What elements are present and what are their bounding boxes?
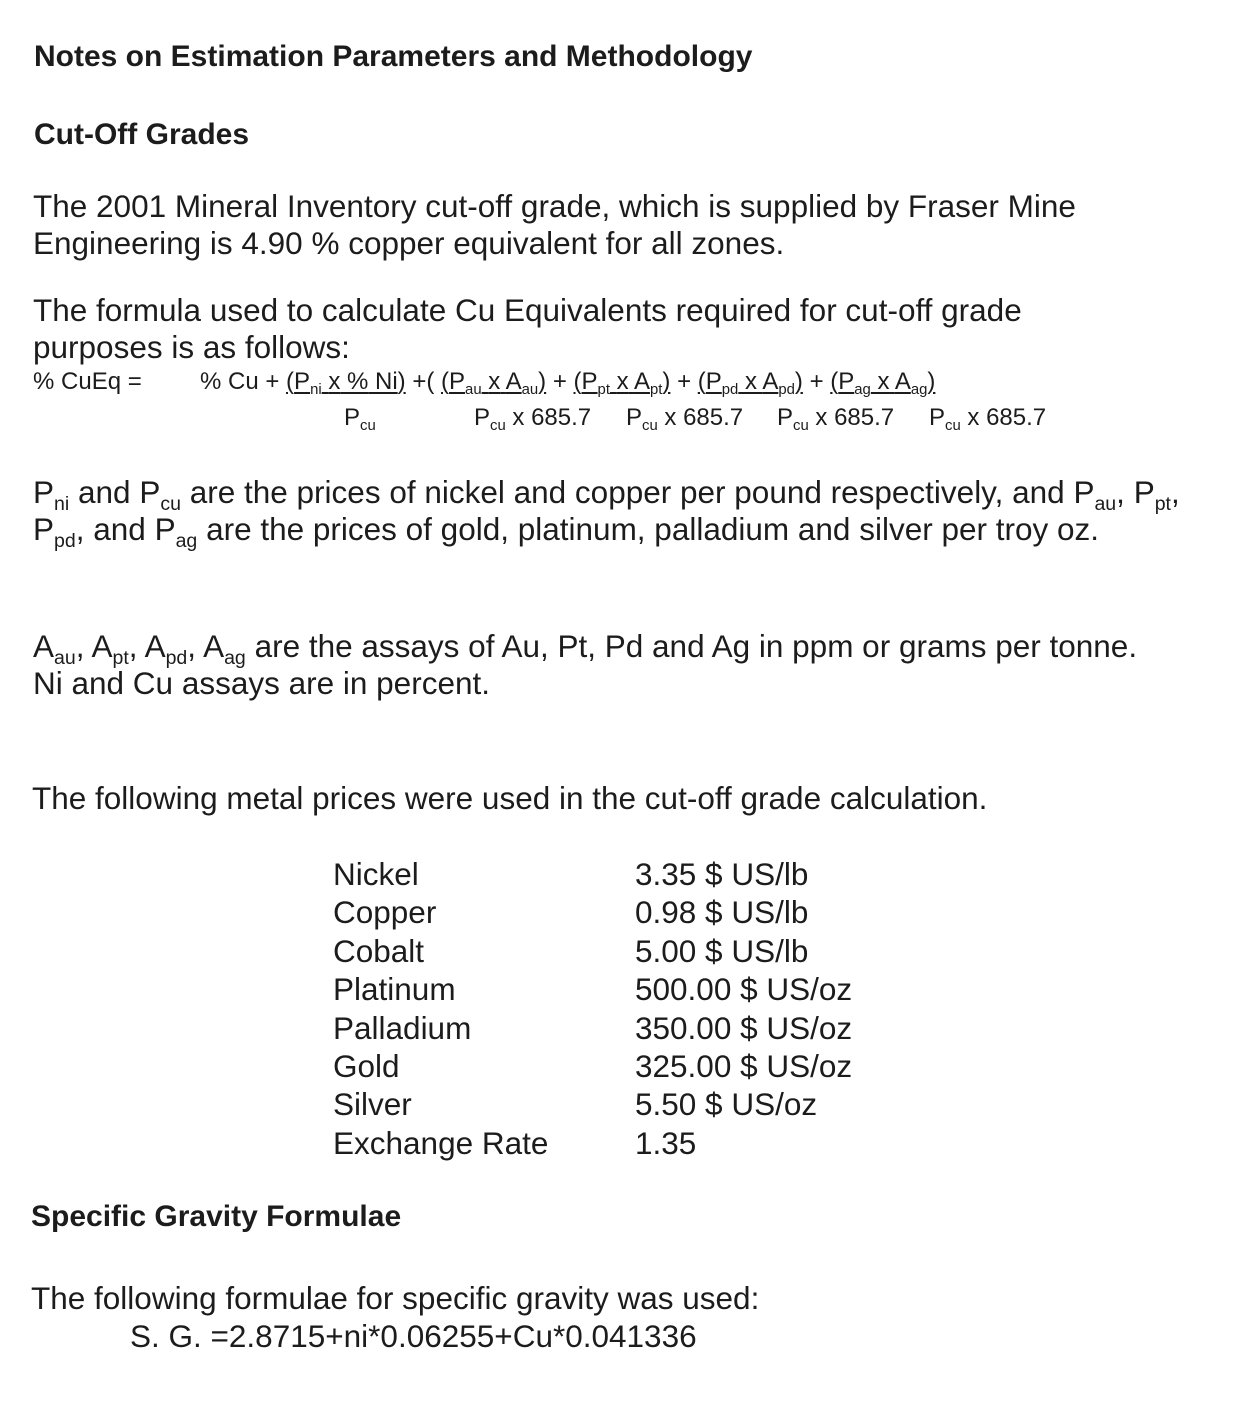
price-row — [333, 1124, 852, 1162]
price-definitions: $P_{ni}$ and $P_{cu}$ are the prices of nickel and copper per pound respectively, and $P_{au}$, $P_{pt}$, $P_{pd}$, and $P_{ag}$ are the prices of gold, platinum, palladium and silver per troy oz. — [33, 474, 1180, 552]
metal-name: Exchange Rate — [333, 1124, 549, 1161]
numerator-pt: ($P_{pt}$ x $A_{pt}$) — [573, 368, 671, 399]
metal-price: 325.00 $ US/oz — [635, 1048, 853, 1085]
metal-price: 5.00 $ US/lb — [635, 932, 809, 969]
metal-name: Copper — [333, 894, 437, 931]
metal-price: 5.50 $ US/oz — [635, 1086, 818, 1123]
price-row — [333, 970, 852, 1008]
price-row — [333, 1085, 852, 1123]
price-row — [333, 1047, 852, 1085]
metal-prices-table — [333, 855, 852, 1162]
sg-intro: The following formulae for specific gravity was used: — [31, 1280, 760, 1316]
price-row — [333, 893, 852, 931]
metal-name: Platinum — [333, 971, 456, 1008]
metal-name: Cobalt — [333, 932, 425, 969]
denominator-pt: $P_{cu}$ x 685.7 — [626, 404, 744, 435]
numerator-ni: ($P_{ni}$ x % Ni) — [286, 368, 406, 399]
prices-intro: The following metal prices were used in the cut-off grade calculation. — [32, 780, 988, 816]
assay-definitions: $A_{au}$, $A_{pt}$, $A_{pd}$, $A_{ag}$ are the assays of Au, Pt, Pd and Ag in ppm or grams per tonne. Ni and Cu assays are in percent. — [33, 628, 1138, 701]
denominator-ni: $P_{cu}$ — [344, 404, 376, 435]
metal-price: 500.00 $ US/oz — [635, 971, 853, 1008]
page-title: Notes on Estimation Parameters and Methodology — [34, 40, 753, 73]
price-row — [333, 855, 852, 893]
metal-price: 350.00 $ US/oz — [635, 1009, 853, 1046]
metal-name: Nickel — [333, 856, 419, 892]
price-row — [333, 932, 852, 970]
numerator-pd: ($P_{pd}$ x $A_{pd}$) — [697, 368, 803, 399]
metal-name: Palladium — [333, 1009, 472, 1046]
numerator-au: ($P_{au}$ x $A_{au}$) — [441, 368, 547, 399]
cutoff-paragraph-1: The 2001 Mineral Inventory cut-off grade, which is supplied by Fraser Mine Engineering is 4.90 % copper equivalent for all zones. — [33, 188, 1076, 261]
formula-numerators: % $Cu + (P_{ni}$ x % Ni) +( ($P_{au}$ x $A_{au}) + (P_{pt}$ x $A_{pt}) + (P_{pd}$ x $A_{pd}) + (P_{ag}$ x $A_{ag}$) — [200, 368, 936, 399]
cutoff-paragraph-2: The formula used to calculate Cu Equivalents required for cut-off grade purposes is as follows: — [33, 292, 1022, 365]
cutoff-heading: Cut-Off Grades — [34, 118, 250, 151]
metal-name: Silver — [333, 1086, 412, 1123]
metal-price: 1.35 — [635, 1124, 697, 1161]
metal-price: 0.98 $ US/lb — [635, 894, 809, 931]
sg-formula: S. G. =2.8715+ni*0.06255+Cu*0.041336 — [130, 1318, 697, 1354]
denominator-pd: $P_{cu}$ x 685.7 — [777, 404, 895, 435]
metal-name: Gold — [333, 1048, 400, 1085]
numerator-ag: ($P_{ag}$ x $A_{ag}$) — [830, 368, 936, 399]
price-row — [333, 1009, 852, 1047]
sg-heading: Specific Gravity Formulae — [31, 1200, 402, 1233]
denominator-ag: $P_{cu}$ x 685.7 — [929, 404, 1047, 435]
denominator-au: $P_{cu}$ x 685.7 — [474, 404, 592, 435]
metal-price: 3.35 $ US/lb — [635, 856, 809, 892]
formula-lhs: % CuEq = — [33, 368, 142, 395]
